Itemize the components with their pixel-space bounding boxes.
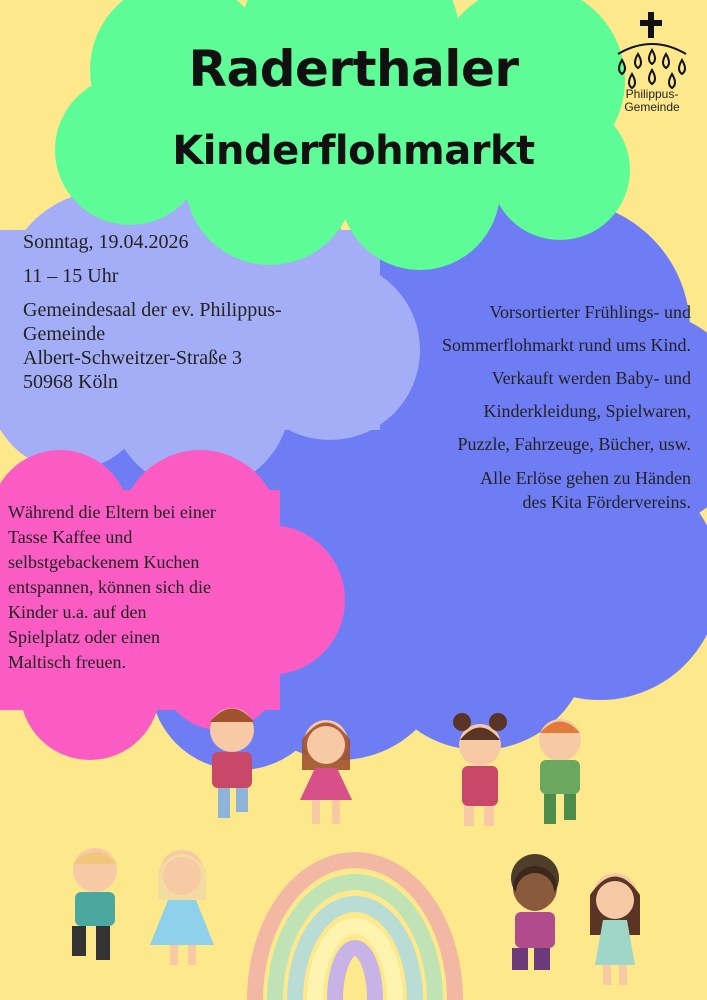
parents-line: Maltisch freuen. bbox=[8, 652, 126, 672]
proceeds-note bbox=[391, 466, 691, 514]
proceeds-line2: des Kita Fördervereins. bbox=[522, 492, 691, 512]
child-figure bbox=[210, 708, 254, 818]
parents-line: Spielplatz oder einen bbox=[8, 627, 160, 647]
parents-line: Während die Eltern bei einer bbox=[8, 502, 216, 522]
child-figure bbox=[590, 873, 640, 985]
parents-line: entspannen, können sich die bbox=[8, 577, 211, 597]
event-city: 50968 Köln bbox=[23, 371, 118, 393]
parents-line: Kinder u.a. auf den bbox=[8, 602, 147, 622]
child-figure bbox=[300, 720, 352, 824]
parents-line: selbstgebackenem Kuchen bbox=[8, 552, 200, 572]
event-info bbox=[23, 230, 282, 394]
description-line: Vorsortierter Frühlings- und bbox=[489, 302, 691, 322]
parents-line: Tasse Kaffee und bbox=[8, 527, 133, 547]
description-line: Puzzle, Fahrzeuge, Bücher, usw. bbox=[457, 434, 691, 454]
proceeds-line1: Alle Erlöse gehen zu Händen bbox=[480, 468, 691, 488]
market-description bbox=[391, 296, 691, 461]
event-venue-line1: Gemeindesaal der ev. Philippus- bbox=[23, 299, 282, 321]
logo-name-line2: Gemeinde bbox=[624, 100, 680, 114]
child-figure bbox=[539, 719, 581, 824]
description-line: Kinderkleidung, Spielwaren, bbox=[483, 401, 691, 421]
event-venue-line2: Gemeinde bbox=[23, 323, 106, 345]
logo-name-line1: Philippus- bbox=[625, 87, 679, 101]
event-date: Sonntag, 19.04.2026 bbox=[23, 231, 189, 253]
page-subtitle: Kinderflohmarkt bbox=[172, 128, 535, 174]
description-line: Verkauft werden Baby- und bbox=[491, 368, 691, 388]
event-street: Albert-Schweitzer-Straße 3 bbox=[23, 347, 242, 369]
child-figure bbox=[453, 713, 507, 826]
child-figure bbox=[72, 848, 117, 960]
child-figure bbox=[150, 850, 214, 965]
description-line: Sommerflohmarkt rund ums Kind. bbox=[442, 335, 691, 355]
child-figure bbox=[511, 854, 559, 970]
event-time: 11 – 15 Uhr bbox=[23, 265, 119, 287]
parents-info bbox=[8, 500, 258, 675]
page-title: Raderthaler bbox=[188, 40, 519, 98]
